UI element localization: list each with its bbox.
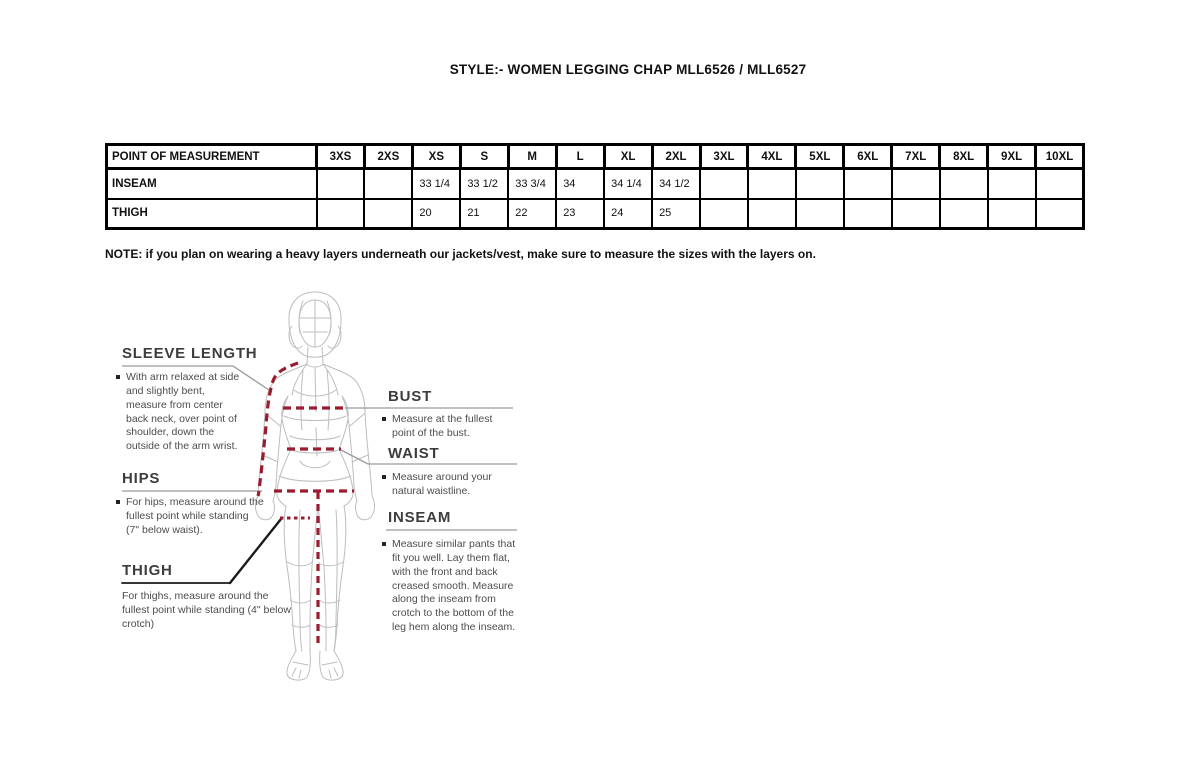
col-header-size: 4XL — [748, 145, 796, 169]
col-header-size: 2XS — [364, 145, 412, 169]
inseam-description: Measure similar pants that fit you well. Lay them flat, with the front and back creased smooth. Measure along the inseam from crotch to the bottom of the leg hem along the inseam. — [382, 538, 518, 635]
col-header-size: XS — [412, 145, 460, 169]
waist-description: Measure around your natural waistline. — [382, 471, 508, 499]
note-text: NOTE: if you plan on wearing a heavy layers underneath our jackets/vest, make sure to measure the sizes with the layers on. — [105, 247, 816, 261]
square-bullet-icon — [382, 417, 386, 421]
measurement-cell: 33 3/4 — [508, 169, 556, 199]
sleeve-length-description: With arm relaxed at side and slightly bent, measure from center back neck, over point of shoulder, down the outside of the arm wrist. — [116, 371, 244, 454]
col-header-size: 8XL — [940, 145, 988, 169]
thigh-label: THIGH — [122, 562, 173, 579]
measurement-cell: 25 — [652, 199, 700, 229]
square-bullet-icon — [382, 475, 386, 479]
measurement-cell: 24 — [604, 199, 652, 229]
sleeve-length-label: SLEEVE LENGTH — [122, 345, 258, 362]
col-header-size: 9XL — [988, 145, 1036, 169]
col-header-size: M — [508, 145, 556, 169]
col-header-point-of-measurement: POINT OF MEASUREMENT — [107, 145, 317, 169]
bust-label: BUST — [388, 388, 433, 405]
hips-label: HIPS — [122, 470, 161, 487]
row-label: INSEAM — [107, 169, 317, 199]
measurement-cell: 34 — [556, 169, 604, 199]
col-header-size: 3XL — [700, 145, 748, 169]
col-header-size: XL — [604, 145, 652, 169]
col-header-size: 7XL — [892, 145, 940, 169]
col-header-size: 3XS — [317, 145, 365, 169]
page-title: STYLE:- WOMEN LEGGING CHAP MLL6526 / MLL6527 — [449, 62, 807, 77]
measurement-cell: 34 1/2 — [652, 169, 700, 199]
waist-label: WAIST — [388, 445, 440, 462]
measurement-cell: 34 1/4 — [604, 169, 652, 199]
col-header-size: L — [556, 145, 604, 169]
hips-description: For hips, measure around the fullest point while standing (7" below waist). — [116, 496, 264, 538]
col-header-size: 2XL — [652, 145, 700, 169]
square-bullet-icon — [116, 500, 120, 504]
square-bullet-icon — [382, 542, 386, 546]
inseam-label: INSEAM — [388, 509, 452, 526]
col-header-size: 10XL — [1036, 145, 1084, 169]
measurement-cell: 23 — [556, 199, 604, 229]
thigh-description: For thighs, measure around the fullest point while standing (4" below crotch) — [122, 590, 291, 630]
measurement-cell: 33 1/2 — [460, 169, 508, 199]
row-label: THIGH — [107, 199, 317, 229]
bust-description: Measure at the fullest point of the bust. — [382, 413, 508, 441]
col-header-size: S — [460, 145, 508, 169]
measurement-cell: 33 1/4 — [412, 169, 460, 199]
col-header-size: 6XL — [844, 145, 892, 169]
square-bullet-icon — [116, 375, 120, 379]
measurement-cell: 20 — [412, 199, 460, 229]
measurement-cell: 22 — [508, 199, 556, 229]
col-header-size: 5XL — [796, 145, 844, 169]
measurement-cell: 21 — [460, 199, 508, 229]
